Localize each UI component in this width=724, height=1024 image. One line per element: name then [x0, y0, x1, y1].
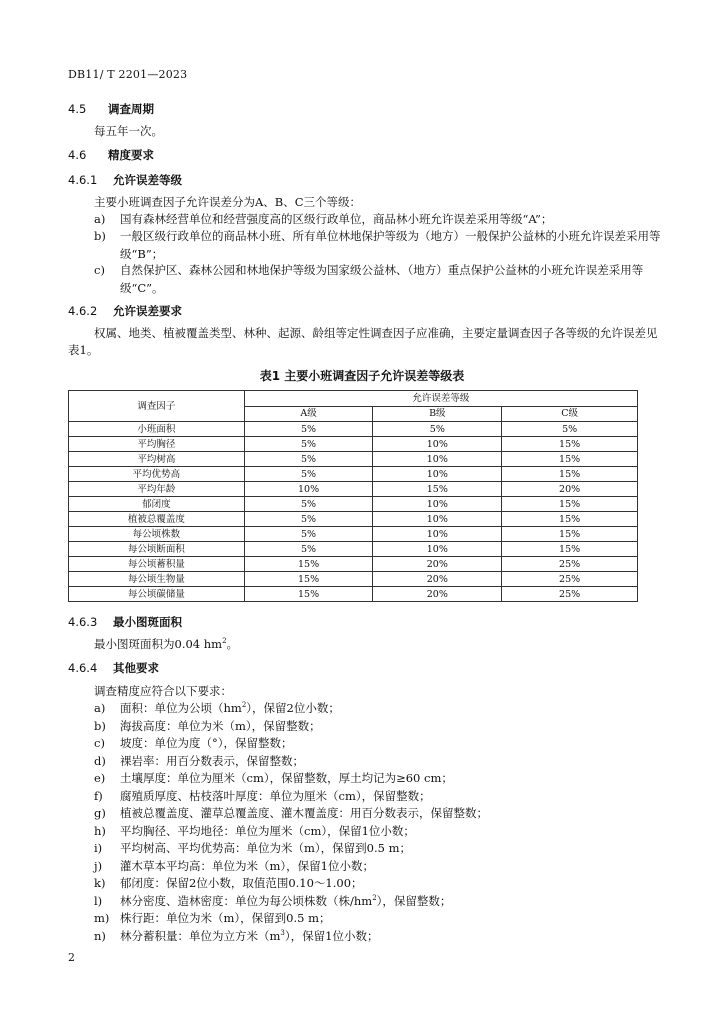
- section-4-6-4-intro: 调查精度应符合以下要求：: [94, 684, 232, 698]
- list-item-text: [120, 875, 662, 893]
- table-row: [69, 572, 638, 587]
- section-4-6-1-intro: 主要小班调查因子允许误差分为A、B、C三个等级：: [94, 195, 362, 209]
- table-cell-grade-c: 15%: [502, 467, 638, 482]
- table-cell-grade-c: 20%: [502, 482, 638, 497]
- section-number: 4.6.3: [68, 615, 98, 629]
- list-item-label: b): [94, 229, 106, 243]
- table-row: [69, 542, 638, 557]
- table-cell-grade-c: 15%: [502, 542, 638, 557]
- section-title: 最小图斑面积: [113, 615, 182, 629]
- list-item: [94, 910, 662, 928]
- table-row: [69, 482, 638, 497]
- section-number: 4.6.1: [68, 173, 98, 187]
- table-cell-grade-c: 15%: [502, 437, 638, 452]
- table-cell-grade-a: 5%: [244, 497, 373, 512]
- list-item-text: 自然保护区、森林公园和林地保护等级为国家级公益林、（地方）重点保护公益林的小班允许误差采用等级“C”。: [120, 263, 644, 295]
- table-cell-grade-c: 25%: [502, 572, 638, 587]
- table-cell-grade-c: 5%: [502, 422, 638, 437]
- list-item-text: [120, 823, 662, 841]
- section-4-6-heading: [68, 147, 154, 163]
- table-cell-factor: 植被总覆盖度: [69, 512, 245, 527]
- list-item: [94, 928, 662, 946]
- list-item-text: [120, 805, 662, 823]
- table-cell-grade-c: 15%: [502, 497, 638, 512]
- table-cell-factor: 平均优势高: [69, 467, 245, 482]
- list-item-label: k): [94, 876, 106, 890]
- list-item: [94, 735, 662, 753]
- list-item-label: j): [94, 858, 103, 873]
- section-4-6-4-heading: [68, 660, 159, 676]
- section-4-6-1-heading: [68, 172, 182, 188]
- table-cell-grade-c: 25%: [502, 587, 638, 602]
- list-item: [94, 875, 662, 893]
- table-cell-grade-b: 10%: [373, 497, 502, 512]
- table-header-row: [69, 391, 638, 407]
- list-item-text-part: ），保留整数；: [376, 893, 452, 908]
- table-header-factor: 调查因子: [69, 391, 245, 422]
- section-number: 4.6.2: [68, 304, 98, 318]
- table-cell-grade-a: 5%: [244, 422, 373, 437]
- list-item-text-part: ），保留2位小数；: [246, 701, 340, 715]
- list-item-text-part: 海拔高度：单位为米（m），保留整数；: [120, 718, 321, 733]
- list-item-text: [120, 928, 662, 946]
- list-item-text-part: 平均胸径、平均地径：单位为厘米（cm），保留1位小数；: [120, 823, 415, 838]
- list-item-text-part: 平均树高、平均优势高：单位为米（m），保留到0.5 m；: [120, 841, 412, 855]
- table-cell-grade-b: 10%: [373, 527, 502, 542]
- list-item-text-part: 坡度：单位为度（°），保留整数；: [120, 736, 293, 750]
- table-cell-grade-a: 5%: [244, 527, 373, 542]
- table-cell-factor: 平均树高: [69, 452, 245, 467]
- document-code: DB11/ T 2201—2023: [68, 68, 188, 81]
- table-cell-grade-a: 5%: [244, 467, 373, 482]
- table-cell-grade-b: 10%: [373, 437, 502, 452]
- table-header-grade-c: C级: [502, 406, 638, 422]
- list-item-label: m): [94, 911, 110, 925]
- table-row: [69, 422, 638, 437]
- table-header-grade-b: B级: [373, 406, 502, 422]
- table-header-grade-a: A级: [244, 406, 373, 422]
- section-4-6-3-heading: [68, 614, 182, 630]
- section-4-6-2-body: 权属、地类、植被覆盖类型、林种、起源、龄组等定性调查因子应准确，主要定量调查因子各等级的允许误差见表1。: [68, 326, 658, 357]
- list-item-text-part: ），保留1位小数；: [284, 928, 379, 943]
- table-cell-grade-a: 15%: [244, 557, 373, 572]
- table-cell-grade-a: 15%: [244, 587, 373, 602]
- list-item-text: [120, 910, 662, 928]
- table-cell-grade-b: 10%: [373, 467, 502, 482]
- body-text: 最小图斑面积为0.04 hm: [94, 637, 223, 651]
- table-cell-grade-b: 5%: [373, 422, 502, 437]
- table-cell-grade-c: 15%: [502, 452, 638, 467]
- table-cell-grade-c: 15%: [502, 512, 638, 527]
- table-cell-factor: 平均胸径: [69, 437, 245, 452]
- table-cell-grade-c: 15%: [502, 527, 638, 542]
- table-cell-grade-b: 20%: [373, 572, 502, 587]
- list-item-text: [120, 858, 662, 876]
- list-item-text-part: 面积：单位为公顷（hm: [120, 701, 242, 715]
- table-caption: 表1 主要小班调查因子允许误差等级表: [259, 369, 465, 383]
- list-item: [94, 823, 662, 841]
- table-cell-grade-b: 15%: [373, 482, 502, 497]
- list-item: [94, 893, 662, 911]
- list-item: [94, 228, 662, 263]
- list-item: [94, 858, 662, 876]
- list-item: [94, 262, 662, 297]
- section-4-5-heading: [68, 101, 154, 117]
- table-row: [69, 452, 638, 467]
- table-cell-grade-a: 5%: [244, 437, 373, 452]
- list-item-label: a): [94, 701, 106, 715]
- list-item-text: [120, 753, 662, 771]
- list-item: [94, 840, 662, 858]
- list-item-text: [120, 840, 662, 858]
- table-row: [69, 527, 638, 542]
- table-cell-grade-b: 20%: [373, 587, 502, 602]
- table-cell-grade-c: 25%: [502, 557, 638, 572]
- list-item-text-part: 林分密度、造林密度：单位为每公顷株数（株/hm: [120, 893, 373, 908]
- table-cell-grade-a: 15%: [244, 572, 373, 587]
- table-header-group: 允许误差等级: [244, 391, 637, 407]
- list-item: [94, 211, 662, 229]
- list-item: [94, 718, 662, 736]
- list-item-text-part: 土壤厚度：单位为厘米（cm），保留整数，厚土均记为≥60 cm；: [120, 771, 453, 785]
- table-row: [69, 512, 638, 527]
- table-cell-grade-a: 10%: [244, 482, 373, 497]
- table-cell-grade-a: 5%: [244, 452, 373, 467]
- list-item-text: [120, 770, 662, 788]
- table-cell-grade-b: 10%: [373, 542, 502, 557]
- list-item-label: d): [94, 753, 106, 768]
- section-title: 其他要求: [113, 661, 159, 675]
- page-number: 2: [68, 951, 75, 964]
- section-4-6-3-body: [94, 636, 664, 653]
- list-item-label: a): [94, 212, 106, 226]
- list-item-text-part: 灌木草本平均高：单位为米（m），保留1位小数；: [120, 858, 374, 873]
- section-title: 允许误差要求: [113, 304, 182, 318]
- list-item-text: [120, 893, 662, 911]
- list-item-label: c): [94, 263, 105, 277]
- table-cell-factor: 每公顷碳储量: [69, 587, 245, 602]
- list-item-text: [120, 700, 662, 718]
- table-row: [69, 557, 638, 572]
- table-cell-grade-b: 20%: [373, 557, 502, 572]
- list-item-text: 国有森林经营单位和经营强度高的区级行政单位，商品林小班允许误差采用等级“A”；: [120, 212, 553, 226]
- list-item-text-part: 林分蓄积量：单位为立方米（m: [120, 928, 281, 943]
- superscript: 2: [222, 637, 227, 646]
- table-row: [69, 437, 638, 452]
- table-row: [69, 497, 638, 512]
- section-4-6-2-heading: [68, 303, 182, 319]
- list-item-text: [120, 788, 662, 806]
- superscript: 2: [372, 893, 377, 902]
- body-text: 。: [226, 637, 239, 651]
- list-item-text-part: 株行距：单位为米（m），保留到0.5 m；: [120, 911, 331, 925]
- table-row: [69, 587, 638, 602]
- list-item: [94, 700, 662, 718]
- list-item-label: g): [94, 806, 106, 820]
- table-cell-factor: 平均年龄: [69, 482, 245, 497]
- list-item-text-part: 郁闭度：保留2位小数，取值范围0.10～1.00；: [120, 876, 363, 890]
- list-item: [94, 788, 662, 806]
- table-cell-factor: 每公顷蓄积量: [69, 557, 245, 572]
- section-number: 4.5: [68, 102, 87, 116]
- table-cell-factor: 每公顷株数: [69, 527, 245, 542]
- error-grade-table: [68, 390, 638, 602]
- table-cell-grade-b: 10%: [373, 512, 502, 527]
- list-item-label: h): [94, 823, 106, 838]
- list-item-label: i): [94, 841, 103, 855]
- list-item-label: b): [94, 718, 106, 733]
- list-item-label: e): [94, 771, 106, 785]
- section-title: 精度要求: [108, 148, 154, 162]
- list-item-label: c): [94, 736, 105, 750]
- section-4-5-body: 每五年一次。: [94, 124, 163, 138]
- table-cell-factor: 小班面积: [69, 422, 245, 437]
- table-cell-grade-a: 5%: [244, 542, 373, 557]
- table-row: [69, 467, 638, 482]
- list-item: [94, 805, 662, 823]
- section-title: 允许误差等级: [113, 173, 182, 187]
- list-item-label: l): [94, 893, 103, 908]
- list-item-label: f): [94, 788, 103, 803]
- list-item-text-part: 裸岩率：用百分数表示，保留整数；: [120, 753, 304, 768]
- table-cell-factor: 郁闭度: [69, 497, 245, 512]
- section-number: 4.6: [68, 148, 87, 162]
- list-item-label: n): [94, 928, 106, 943]
- list-item-text: [120, 735, 662, 753]
- list-item-text-part: 植被总覆盖度、灌草总覆盖度、灌木覆盖度：用百分数表示，保留整数；: [120, 806, 488, 820]
- list-item-text-part: 腐殖质厚度、枯枝落叶厚度：单位为厘米（cm），保留整数；: [120, 788, 431, 803]
- superscript: 3: [280, 928, 285, 937]
- list-item: [94, 770, 662, 788]
- table-cell-grade-a: 5%: [244, 512, 373, 527]
- table-cell-factor: 每公顷断面积: [69, 542, 245, 557]
- table-cell-grade-b: 10%: [373, 452, 502, 467]
- table-cell-factor: 每公顷生物量: [69, 572, 245, 587]
- superscript: 2: [241, 701, 247, 710]
- section-title: 调查周期: [108, 102, 154, 116]
- section-number: 4.6.4: [68, 661, 98, 675]
- list-item-text: 一般区级行政单位的商品林小班、所有单位林地保护等级为（地方）一般保护公益林的小班允许误差采用等级“B”；: [120, 229, 661, 261]
- list-item: [94, 753, 662, 771]
- list-item-text: [120, 718, 662, 736]
